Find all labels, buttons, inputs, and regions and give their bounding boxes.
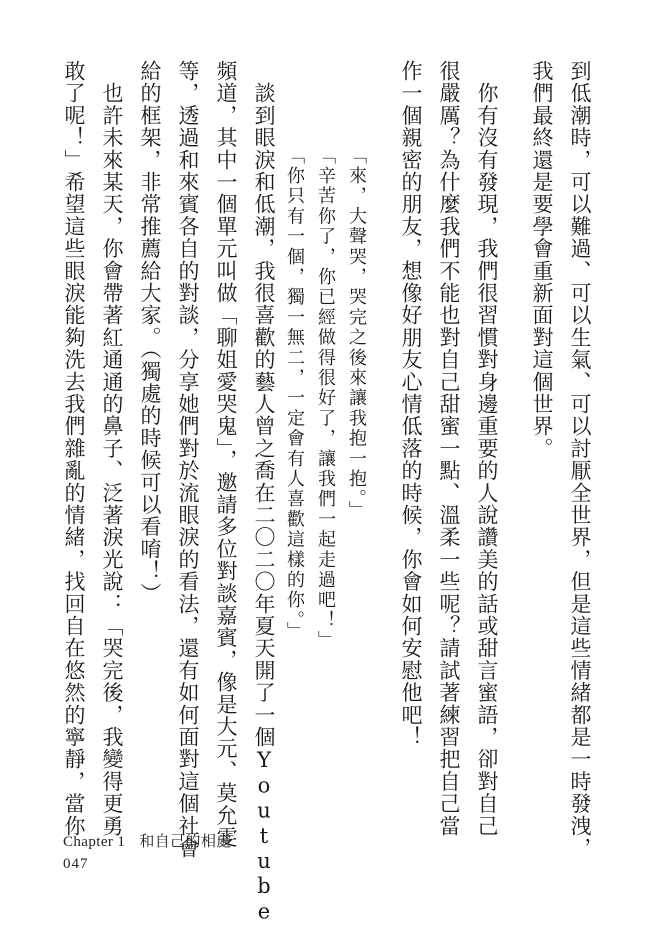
text-column: 談到眼淚和低潮，我很喜歡的藝人曾之喬在二〇二〇年夏天開了一個Youtube <box>252 60 276 925</box>
quote-line: 「辛苦你了，你已經做得很好了，讓我們一起走過吧！」 <box>315 146 336 651</box>
text-column: 到低潮時，可以難過、可以生氣、可以討厭全世界，但是這些情緒都是一時發洩， <box>568 60 592 860</box>
text-column: 頻道，其中一個單元叫做「聊姐愛哭鬼」，邀請多位對談嘉賓，像是大元、莫允雯 <box>214 60 238 849</box>
page-number: 047 <box>63 856 89 872</box>
text-column: 作一個親密的朋友，想像好朋友心情低落的時候，你會如何安慰他吧！ <box>399 60 423 749</box>
text-column: 給的框架，非常推薦給大家。（獨處的時候可以看唷！） <box>138 60 162 605</box>
chapter-title: 和自己的相處 <box>139 834 232 850</box>
quote-line: 「來，大聲哭，哭完之後來讓我抱一抱。」 <box>346 146 367 521</box>
text-column: 敢了呢！」希望這些眼淚能夠洗去我們雜亂的情緒，找回自在悠然的寧靜，當你 <box>62 60 86 837</box>
text-column: 你有沒有發現，我們很習慣對身邊重要的人說讚美的話或甜言蜜語，卻對自己 <box>475 60 499 837</box>
text-column: 很嚴厲？為什麼我們不能也對自己甜蜜一點、溫柔一些呢？請試著練習把自己當 <box>437 60 461 837</box>
text-column: 也許未來某天，你會帶著紅通通的鼻子、泛著淚光說：「哭完後，我變得更勇 <box>100 60 124 837</box>
text-column: 等，透過和來賓各自的對談，分享她們對於流眼淚的看法，還有如何面對這個社會 <box>176 60 200 860</box>
quote-line: 「你只有一個，獨一無二，一定會有人喜歡這樣的你。」 <box>284 146 305 642</box>
running-head <box>63 830 232 851</box>
chapter-label: Chapter 1 <box>63 834 126 850</box>
text-column: 我們最終還是要學會重新面對這個世界。 <box>530 60 554 460</box>
